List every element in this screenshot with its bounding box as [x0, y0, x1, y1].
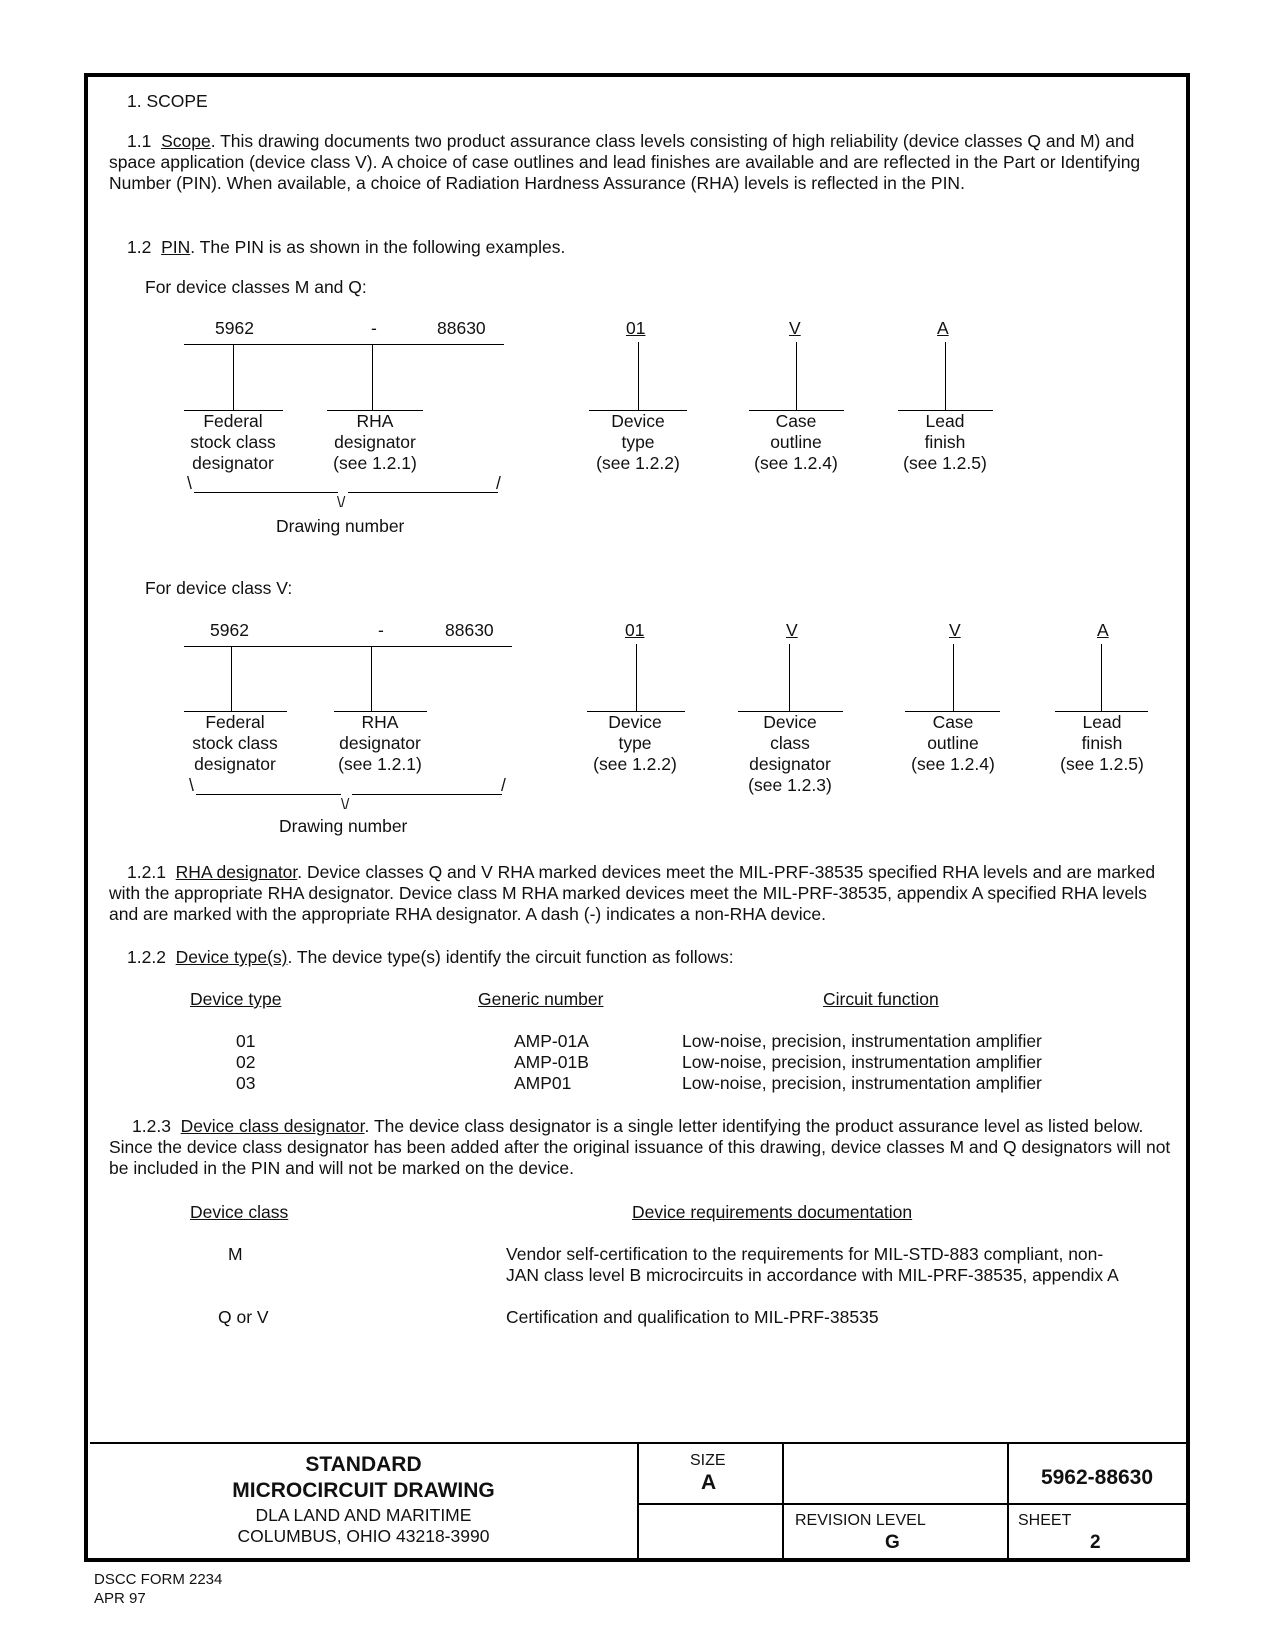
table-cell: 01 [236, 1031, 256, 1051]
table-cell: 02 [236, 1052, 256, 1072]
diagram-heading: For device classes M and Q: [145, 277, 367, 297]
column-header: Circuit function [823, 989, 939, 1009]
bracket-mid: \/ [341, 796, 350, 813]
table-cell: AMP-01A [514, 1031, 589, 1051]
case-outline-label: Case outline (see 1.2.4) [754, 411, 838, 473]
drawing-number-label: Drawing number [279, 816, 408, 836]
connector-line [231, 646, 232, 711]
title-block-divider [637, 1442, 639, 1559]
connector-line [233, 344, 234, 410]
title-block-divider [782, 1442, 784, 1559]
size-value: A [701, 1471, 717, 1494]
paragraph-1-2-1: 1.2.1 RHA designator. Device classes Q and V RHA marked devices meet the MIL-PRF-38535 specified RHA levels and are marked with the appropriate RHA designator. Device class M RHA marked devices meet the MIL-PRF-38535, appendix A specified RHA levels and are marked with the appropriate RHA designator. A dash (-) indicates a non-RHA device. [109, 862, 1156, 924]
drawing-number-label: Drawing number [276, 516, 405, 536]
connector-line [371, 646, 372, 711]
table-cell: Low-noise, precision, instrumentation amplifier [682, 1073, 1042, 1093]
device-type-label: Device type (see 1.2.2) [596, 411, 680, 473]
lead-code: A [937, 318, 949, 338]
bracket-right: / [496, 473, 501, 493]
connector-line [1101, 644, 1102, 711]
device-class-code: V [786, 620, 798, 640]
diagram-heading: For device class V: [145, 578, 293, 598]
lead-finish-label: Lead finish (see 1.2.5) [903, 411, 987, 473]
connector-line [372, 344, 373, 410]
device-type-code: 01 [625, 620, 645, 640]
connector-line [184, 646, 512, 647]
size-label: SIZE [690, 1452, 726, 1469]
column-header: Device type [190, 989, 282, 1009]
bracket-line [348, 492, 498, 493]
drawing-number-code: 88630 [445, 620, 494, 640]
bracket-line [196, 794, 341, 795]
fsc-code: 5962 [210, 620, 249, 640]
table-cell: Vendor self-certification to the requirements for MIL-STD-883 compliant, non- [506, 1244, 1104, 1264]
table-cell: AMP-01B [514, 1052, 589, 1072]
bracket-line [194, 492, 338, 493]
table-cell: Low-noise, precision, instrumentation amplifier [682, 1031, 1042, 1051]
agency-address: DLA LAND AND MARITIME COLUMBUS, OHIO 43218-3990 [237, 1505, 490, 1546]
bracket-line [352, 794, 502, 795]
drawing-number: 5962-88630 [1040, 1466, 1154, 1489]
connector-line [638, 342, 639, 410]
table-cell: Low-noise, precision, instrumentation amplifier [682, 1052, 1042, 1072]
case-code: V [789, 318, 801, 338]
rha-dash: - [378, 620, 384, 640]
bracket-mid: \/ [337, 494, 346, 511]
revision-label: REVISION LEVEL [795, 1512, 926, 1529]
paragraph-1-2-3: 1.2.3 Device class designator. The device class designator is a single letter identifying the product assurance level as listed below. Since the device class designator has been added after the original issuance of this drawing, device classes M and Q designators will not be included in the PIN and will not be marked on the device. [109, 1116, 1171, 1178]
paragraph-1-2: 1.2 PIN. The PIN is as shown in the following examples. [127, 237, 566, 257]
paragraph-1-1: 1.1 Scope. This drawing documents two product assurance class levels consisting of high reliability (device classes Q and M) and space application (device class V). A choice of case outlines and lead finishes are available and are reflected in the Part or Identifying Number (PIN). When available, a choice of Radiation Hardness Assurance (RHA) levels is reflected in the PIN. [109, 131, 1141, 193]
column-header: Device requirements documentation [632, 1202, 913, 1222]
table-cell: JAN class level B microcircuits in accordance with MIL-PRF-38535, appendix A [506, 1265, 1119, 1285]
table-cell: Certification and qualification to MIL-PRF-38535 [506, 1307, 879, 1327]
device-class-label: Device class designator (see 1.2.3) [748, 712, 832, 795]
table-cell: Q or V [218, 1307, 269, 1327]
table-cell: 03 [236, 1073, 256, 1093]
rha-label: RHA designator (see 1.2.1) [333, 411, 417, 473]
rha-dash: - [371, 318, 377, 338]
connector-line [789, 644, 790, 711]
connector-line [953, 644, 954, 711]
paragraph-title: Scope [161, 131, 211, 151]
fsc-code: 5962 [215, 318, 254, 338]
revision-value: G [885, 1532, 900, 1553]
column-header: Device class [190, 1202, 289, 1222]
sheet-label: SHEET [1018, 1512, 1072, 1529]
form-date: APR 97 [94, 1590, 146, 1607]
bracket-left: \ [189, 775, 194, 795]
connector-line [945, 342, 946, 410]
connector-line [636, 644, 637, 711]
table-cell: M [228, 1244, 243, 1264]
connector-line [184, 344, 504, 345]
case-code: V [949, 620, 961, 640]
sheet-value: 2 [1090, 1532, 1101, 1553]
connector-line [796, 342, 797, 410]
paragraph-1-2-2: 1.2.2 Device type(s). The device type(s) identify the circuit function as follows: [127, 947, 734, 967]
lead-finish-label: Lead finish (see 1.2.5) [1060, 712, 1144, 774]
rha-label: RHA designator (see 1.2.1) [338, 712, 422, 774]
table-cell: AMP01 [514, 1073, 572, 1093]
column-header: Generic number [478, 989, 604, 1009]
device-type-code: 01 [626, 318, 646, 338]
form-number: DSCC FORM 2234 [94, 1571, 223, 1588]
case-outline-label: Case outline (see 1.2.4) [911, 712, 995, 774]
drawing-number-code: 88630 [437, 318, 486, 338]
scope-heading: 1. SCOPE [127, 91, 208, 111]
drawing-title: STANDARD MICROCIRCUIT DRAWING [232, 1453, 495, 1502]
federal-label: Federal stock class designator [190, 411, 276, 473]
federal-label: Federal stock class designator [192, 712, 278, 774]
device-type-label: Device type (see 1.2.2) [593, 712, 677, 774]
title-block-divider [637, 1503, 1187, 1505]
bracket-left: \ [187, 473, 192, 493]
title-block-divider [1007, 1442, 1009, 1559]
bracket-right: / [501, 775, 506, 795]
lead-code: A [1097, 620, 1109, 640]
